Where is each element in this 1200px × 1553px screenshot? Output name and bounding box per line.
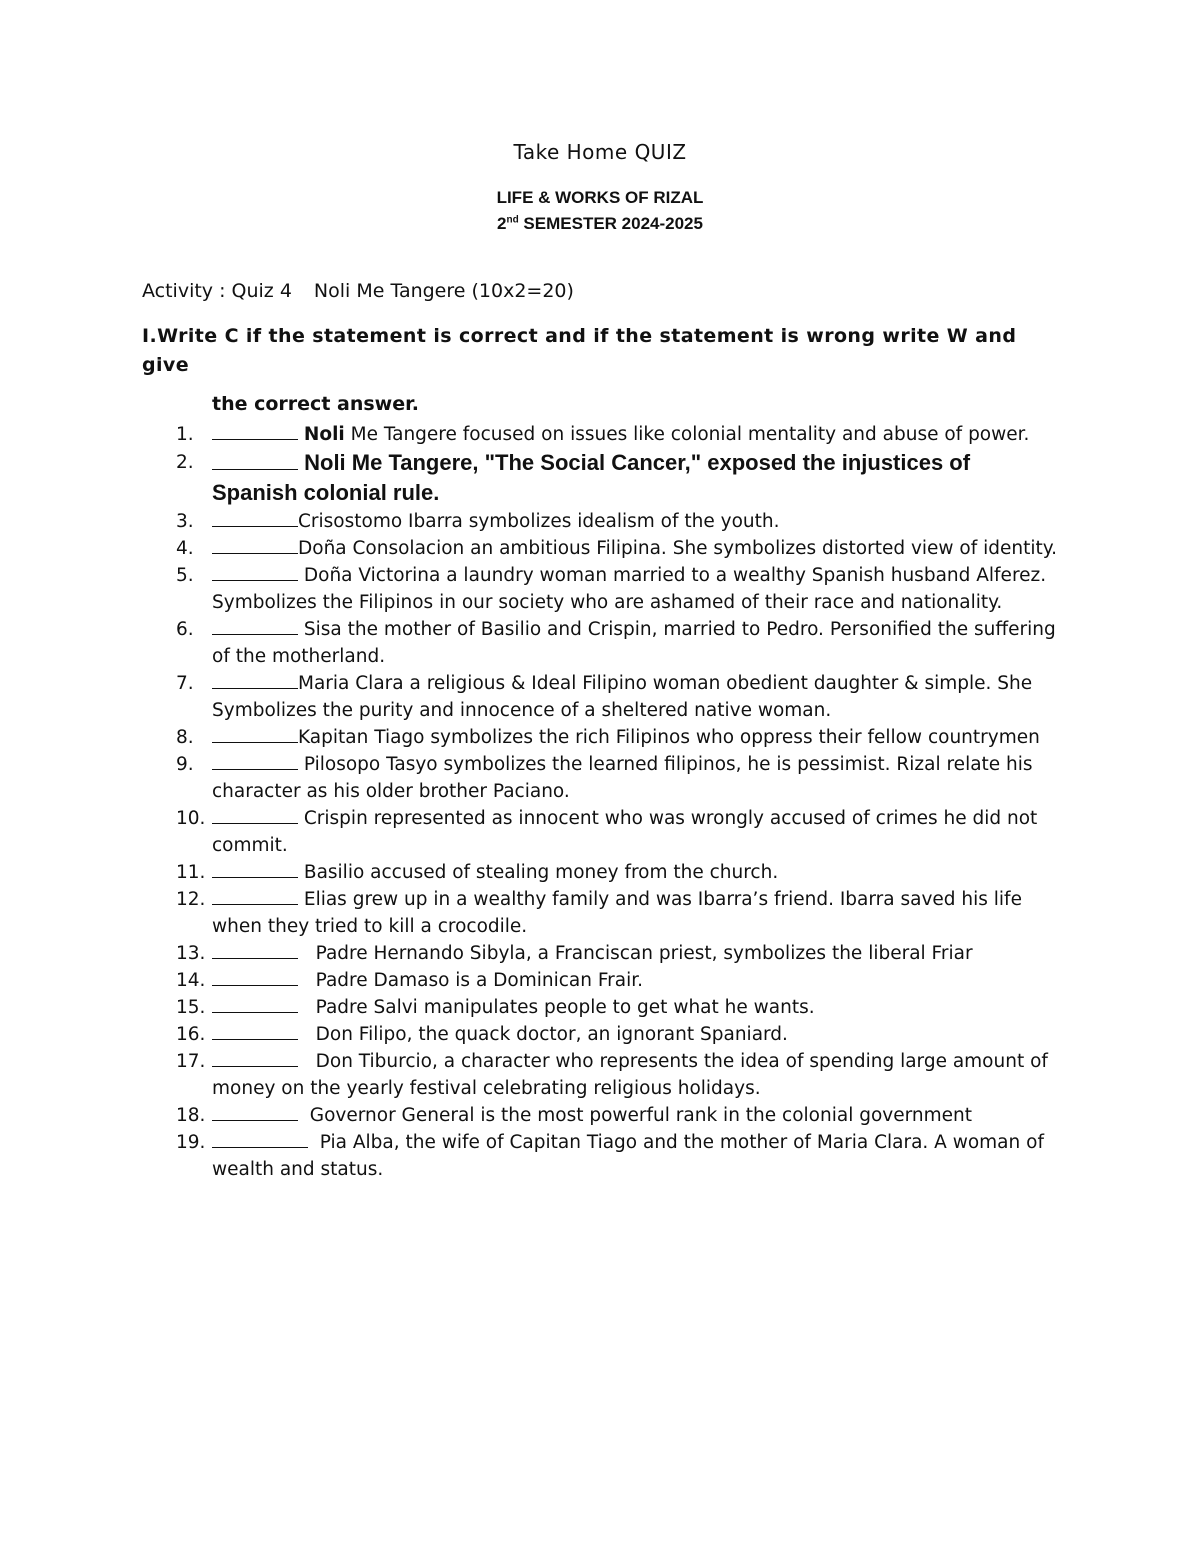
item-number: 14. [176,970,206,991]
answer-blank[interactable] [212,752,298,770]
item-number: 10. [176,808,206,829]
item-number: 19. [176,1132,206,1153]
item-bold-lead: Noli [303,424,345,445]
list-item [0,967,1057,994]
item-number: 12. [176,889,206,910]
item-text: Crispin represented as innocent who was wrongly accused of crimes he did not commit. [212,808,1038,856]
item-text: Sisa the mother of Basilio and Crispin, married to Pedro. Personified the suffering of the motherland. [212,619,1056,667]
answer-blank[interactable] [212,725,298,743]
page-title: Take Home QUIZ [513,140,687,164]
item-text: Don Filipo, the quack doctor, an ignorant Spaniard. [298,1024,788,1045]
item-number: 4. [176,538,194,559]
answer-blank[interactable] [212,1130,308,1148]
list-item [0,616,1057,670]
semester-line [0,214,1200,234]
item-number: 2. [176,452,194,473]
list-item [0,751,1057,805]
list-item [0,421,1057,448]
item-text: Me Tangere focused on issues like colonial mentality and abuse of power. [344,424,1030,445]
activity-label: Activity : Quiz 4 [142,280,292,302]
answer-blank[interactable] [212,509,298,527]
answer-blank[interactable] [212,422,298,440]
item-number: 7. [176,673,194,694]
activity-topic: Noli Me Tangere (10x2=20) [313,280,574,302]
list-item [0,1102,1057,1129]
answer-blank[interactable] [212,452,298,470]
semester-ordinal: 2 [497,214,507,233]
question-list [0,421,1200,1183]
answer-blank[interactable] [212,1103,298,1121]
item-number: 3. [176,511,194,532]
answer-blank[interactable] [212,968,298,986]
item-text: Noli Me Tangere, "The Social Cancer," exposed the injustices of Spanish colonial rule. [212,450,971,505]
item-number: 9. [176,754,194,775]
item-text: Doña Consolacion an ambitious Filipina. She symbolizes distorted view of identity. [298,538,1057,559]
item-text: Doña Victorina a laundry woman married to a wealthy Spanish husband Alferez. Symbolizes the Filipinos in our society who are ashamed of their race and nationality. [212,565,1047,613]
answer-blank[interactable] [212,995,298,1013]
instruction-continuation: the correct answer. [212,393,419,415]
list-item [0,724,1057,751]
answer-blank[interactable] [212,563,298,581]
answer-blank[interactable] [212,887,298,905]
item-text: Elias grew up in a wealthy family and was Ibarra’s friend. Ibarra saved his life when they tried to kill a crocodile. [212,889,1022,937]
item-number: 15. [176,997,206,1018]
list-item [0,994,1057,1021]
list-item [0,1129,1057,1183]
item-text: Governor General is the most powerful rank in the colonial government [298,1105,972,1126]
item-text: Don Tiburcio, a character who represents the idea of spending large amount of money on the yearly festival celebrating religious holidays. [212,1051,1054,1099]
answer-blank[interactable] [212,536,298,554]
list-item [0,508,1057,535]
list-item [0,535,1057,562]
answer-blank[interactable] [212,671,298,689]
list-item [0,940,1057,967]
list-item [0,562,1057,616]
item-number: 5. [176,565,194,586]
list-item [0,886,1057,940]
item-text: Kapitan Tiago symbolizes the rich Filipinos who oppress their fellow countrymen [298,727,1040,748]
item-number: 18. [176,1105,206,1126]
answer-blank[interactable] [212,860,298,878]
item-text: Padre Salvi manipulates people to get what he wants. [298,997,815,1018]
item-number: 13. [176,943,206,964]
course-title: LIFE & WORKS OF RIZAL [496,188,704,207]
item-text: Pia Alba, the wife of Capitan Tiago and the mother of Maria Clara. A woman of wealth and status. [212,1132,1050,1180]
item-number: 1. [176,424,194,445]
list-item [0,859,1057,886]
item-number: 16. [176,1024,206,1045]
activity-line [142,280,574,302]
item-text: Padre Damaso is a Dominican Frair. [298,970,644,991]
answer-blank[interactable] [212,806,298,824]
list-item [0,1021,1057,1048]
answer-blank[interactable] [212,1022,298,1040]
item-text: Crisostomo Ibarra symbolizes idealism of the youth. [298,511,780,532]
semester-rest: SEMESTER 2024-2025 [518,214,703,233]
item-number: 8. [176,727,194,748]
item-number: 6. [176,619,194,640]
item-text: Padre Hernando Sibyla, a Franciscan priest, symbolizes the liberal Friar [298,943,973,964]
item-text: Pilosopo Tasyo symbolizes the learned filipinos, he is pessimist. Rizal relate his character as his older brother Paciano. [212,754,1033,802]
item-text: Basilio accused of stealing money from the church. [298,862,779,883]
list-item [0,448,1057,508]
answer-blank[interactable] [212,1049,298,1067]
item-text: Maria Clara a religious & Ideal Filipino woman obedient daughter & simple. She Symbolizes the purity and innocence of a sheltered native woman. [212,673,1033,721]
item-number: 17. [176,1051,206,1072]
list-item [0,1048,1057,1102]
semester-suffix: nd [506,214,519,226]
list-item [0,670,1057,724]
item-number: 11. [176,862,206,883]
answer-blank[interactable] [212,617,298,635]
answer-blank[interactable] [212,941,298,959]
instruction-text: I.Write C if the statement is correct and if the statement is wrong write W and give [142,325,1017,376]
list-item [0,805,1057,859]
